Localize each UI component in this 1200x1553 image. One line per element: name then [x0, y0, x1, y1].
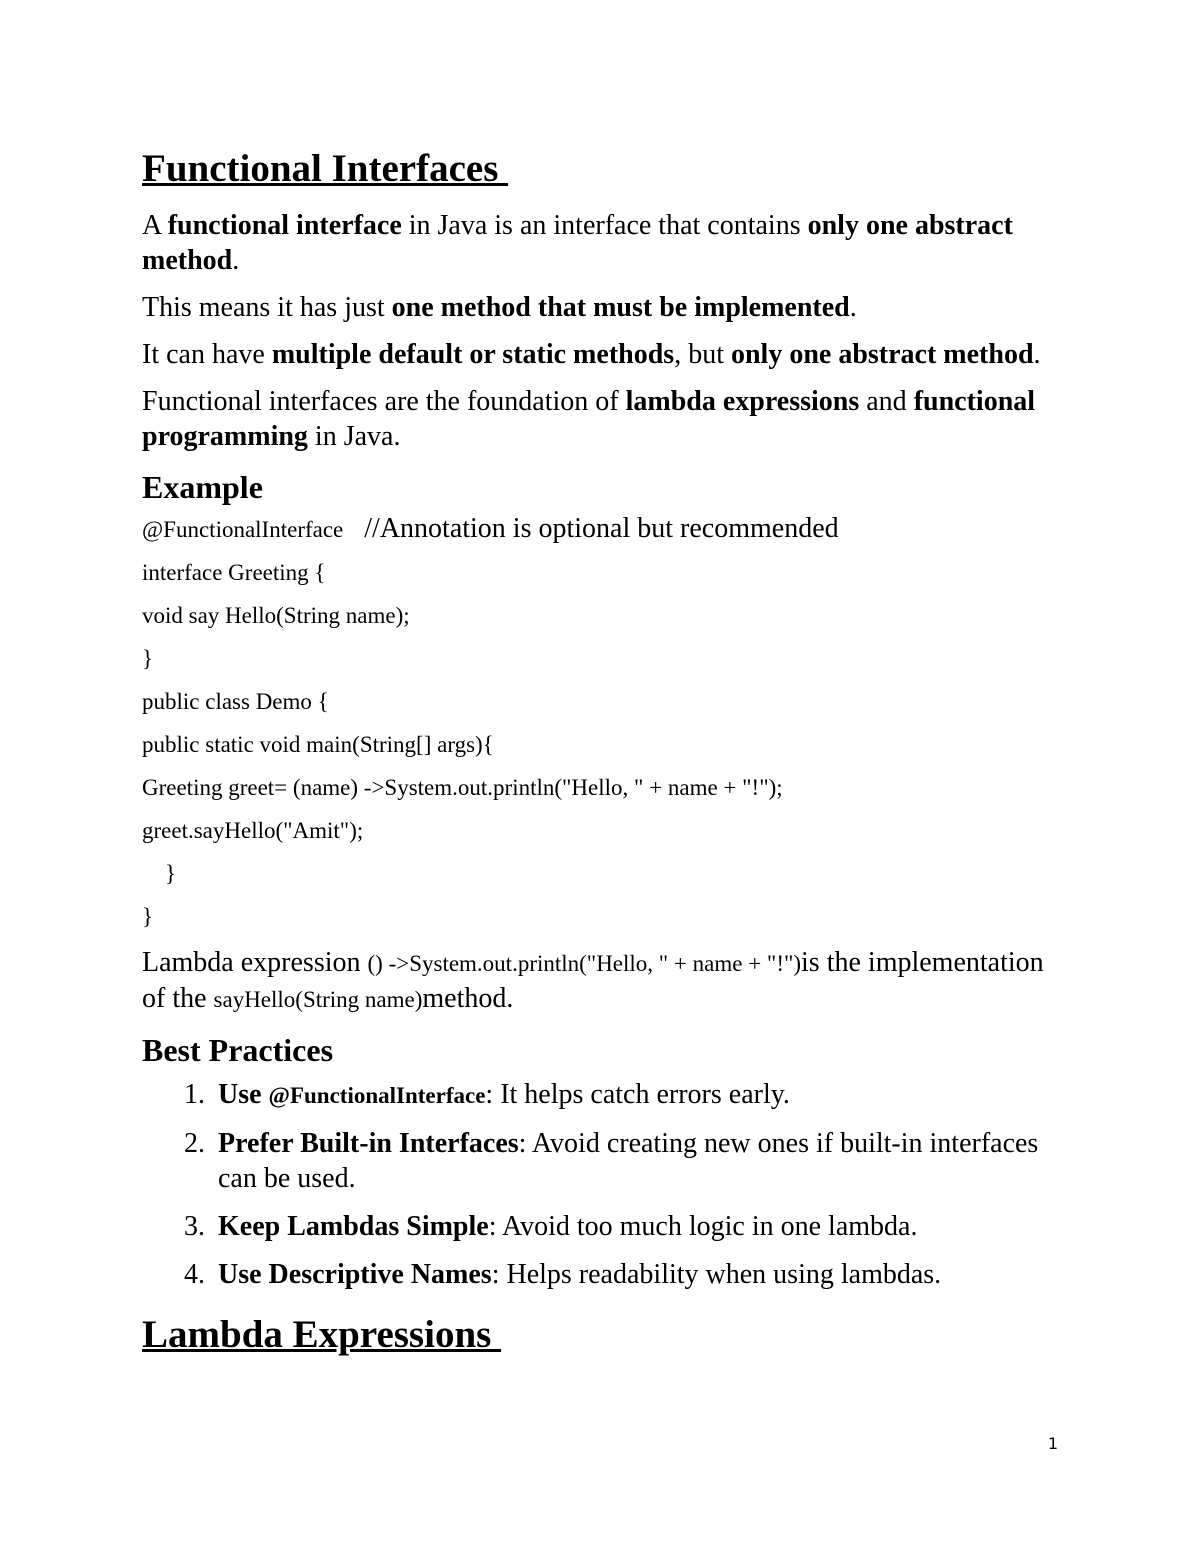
- list-item: [212, 1209, 1062, 1244]
- code-annotation-line: [142, 514, 1062, 545]
- bold-text: only one abstract method: [142, 210, 1013, 276]
- intro-paragraph-4: [142, 384, 1062, 454]
- intro-paragraph-2: [142, 290, 1062, 325]
- text: Lambda expression: [142, 947, 368, 978]
- text: method.: [422, 983, 514, 1014]
- text: A: [142, 210, 168, 241]
- intro-paragraph-1: [142, 208, 1062, 278]
- page-title: Functional Interfaces: [142, 147, 509, 190]
- text: It can have: [142, 339, 272, 370]
- text: in Java.: [307, 421, 401, 452]
- list-item-text: : It helps catch errors early.: [485, 1079, 790, 1110]
- list-item-code: @FunctionalInterface: [268, 1083, 486, 1108]
- bold-text: one method that must be implemented: [391, 292, 850, 323]
- page-number: 1: [1047, 1434, 1058, 1453]
- list-item-text: : Avoid too much logic in one lambda.: [488, 1211, 918, 1242]
- list-item-text: : Helps readability when using lambdas.: [491, 1259, 942, 1290]
- list-item-text: : Avoid creating new ones if built-in interfaces can be used.: [218, 1128, 1039, 1194]
- bold-text: lambda expressions: [625, 386, 860, 417]
- bold-text: only one abstract method: [730, 339, 1034, 370]
- list-item-bold: Prefer Built-in Interfaces: [218, 1128, 519, 1159]
- section-title-lambda-expressions: Lambda Expressions: [142, 1313, 502, 1356]
- bold-text: functional interface: [167, 210, 402, 241]
- code-line: }: [142, 861, 177, 886]
- code-line: }: [142, 646, 154, 671]
- text: in Java is an interface that contains: [401, 210, 808, 241]
- annotation-comment: //Annotation is optional but recommended: [343, 513, 839, 544]
- example-heading: Example: [142, 469, 263, 505]
- text: .: [232, 245, 240, 276]
- text: and: [859, 386, 914, 417]
- code-line: greet.sayHello("Amit");: [142, 818, 364, 843]
- inline-code: sayHello(String name): [213, 987, 423, 1012]
- text: .: [849, 292, 857, 323]
- bold-text: multiple default or static methods: [271, 339, 675, 370]
- list-item-bold: Use Descriptive Names: [218, 1259, 492, 1290]
- list-item: [212, 1257, 1062, 1292]
- code-line: void say Hello(String name);: [142, 603, 410, 628]
- code-line: public class Demo {: [142, 689, 329, 714]
- code-line: interface Greeting {: [142, 560, 326, 585]
- list-item: [212, 1077, 1062, 1113]
- intro-paragraph-3: [142, 337, 1062, 372]
- code-line: Greeting greet= (name) ->System.out.println("Hello, " + name + "!");: [142, 775, 783, 800]
- code-line: public static void main(String[] args){: [142, 732, 494, 757]
- inline-code: () ->System.out.println("Hello, " + name + "!"): [367, 951, 802, 976]
- text: , but: [674, 339, 731, 370]
- code-line: }: [142, 904, 154, 929]
- lambda-explanation: [142, 945, 1062, 1017]
- text: is the implementation of the: [142, 947, 1044, 1014]
- best-practices-heading: Best Practices: [142, 1032, 334, 1068]
- text: Functional interfaces are the foundation of: [142, 386, 626, 417]
- list-item: [212, 1126, 1062, 1196]
- text: This means it has just: [142, 292, 392, 323]
- page-content: [142, 140, 1062, 1374]
- text: .: [1033, 339, 1041, 370]
- list-item-bold: Use: [218, 1079, 269, 1110]
- list-item-bold: Keep Lambdas Simple: [218, 1211, 489, 1242]
- best-practices-list: [142, 1077, 1062, 1292]
- bold-text: functional programming: [142, 386, 1036, 452]
- annotation-text: @FunctionalInterface: [142, 517, 344, 542]
